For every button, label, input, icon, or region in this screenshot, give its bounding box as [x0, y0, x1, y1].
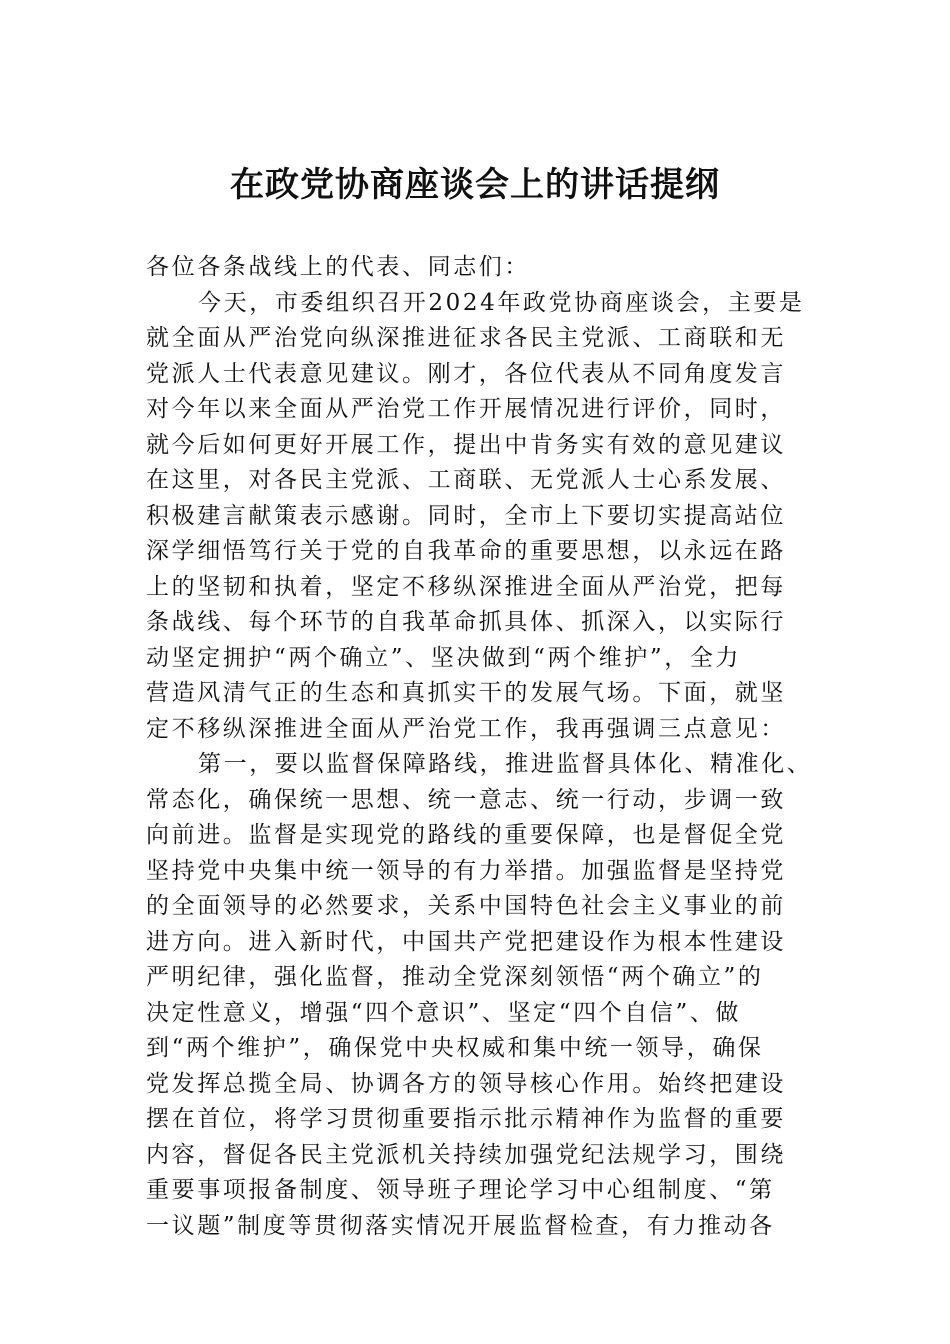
text-line: 动坚定拥护“两个确立”、坚决做到“两个维护”，全力 — [146, 644, 742, 671]
text-line: 对今年以来全面从严治党工作开展情况进行评价，同时， — [146, 396, 786, 422]
text-line: 摆在首位，将学习贯彻重要指示批示精神作为监督的重要 — [146, 1106, 786, 1132]
text-line: 到“两个维护”，确保党中央权威和集中统一领导，确保 — [146, 1035, 764, 1061]
text-line: 积极建言献策表示感谢。同时，全市上下要切实提高站位 — [146, 502, 786, 529]
text-line: 各位各条战线上的代表、同志们： — [146, 254, 530, 280]
text-line: 今天，市委组织召开2024年政党协商座谈会，主要是 — [198, 289, 805, 316]
text-line: 一议题”制度等贯彻落实情况开展监督检查，有力推动各 — [146, 1212, 775, 1239]
text-line: 就全面从严治党向纵深推进征求各民主党派、工商联和无 — [146, 325, 786, 351]
document-title: 在政党协商座谈会上的讲话提纲 — [230, 165, 720, 205]
document-body — [146, 250, 813, 1244]
text-line: 就今后如何更好开展工作，提出中肯务实有效的意见建议 — [146, 431, 786, 458]
text-line: 坚持党中央集中统一领导的有力举措。加强监督是坚持党 — [146, 857, 786, 884]
text-line: 定不移纵深推进全面从严治党工作，我再强调三点意见： — [146, 715, 786, 742]
text-line: 党发挥总揽全局、协调各方的领导核心作用。始终把建设 — [146, 1070, 786, 1097]
text-line: 严明纪律，强化监督，推动全党深刻领悟“两个确立”的 — [146, 964, 764, 990]
text-line: 上的坚韧和执着，坚定不移纵深推进全面从严治党，把每 — [146, 573, 786, 600]
text-line: 向前进。监督是实现党的路线的重要保障，也是督促全党 — [146, 822, 786, 848]
text-line: 重要事项报备制度、领导班子理论学习中心组制度、“第 — [146, 1177, 775, 1203]
text-line: 营造风清气正的生态和真抓实干的发展气场。下面，就坚 — [146, 680, 786, 706]
text-line: 决定性意义，增强“四个意识”、坚定“四个自信”、做 — [146, 999, 742, 1026]
text-line: 的全面领导的必然要求，关系中国特色社会主义事业的前 — [146, 893, 786, 919]
text-line: 第一，要以监督保障路线，推进监督具体化、精准化、 — [198, 751, 813, 777]
text-line: 在这里，对各民主党派、工商联、无党派人士心系发展、 — [146, 467, 786, 493]
text-line: 党派人士代表意见建议。刚才，各位代表从不同角度发言 — [146, 360, 786, 387]
text-line: 深学细悟笃行关于党的自我革命的重要思想，以永远在路 — [146, 538, 786, 564]
text-line: 内容，督促各民主党派机关持续加强党纪法规学习，围绕 — [146, 1141, 786, 1168]
text-line: 常态化，确保统一思想、统一意志、统一行动，步调一致 — [146, 786, 786, 813]
text-line: 条战线、每个环节的自我革命抓具体、抓深入，以实际行 — [146, 609, 786, 635]
text-line: 进方向。进入新时代，中国共产党把建设作为根本性建设 — [146, 928, 786, 955]
